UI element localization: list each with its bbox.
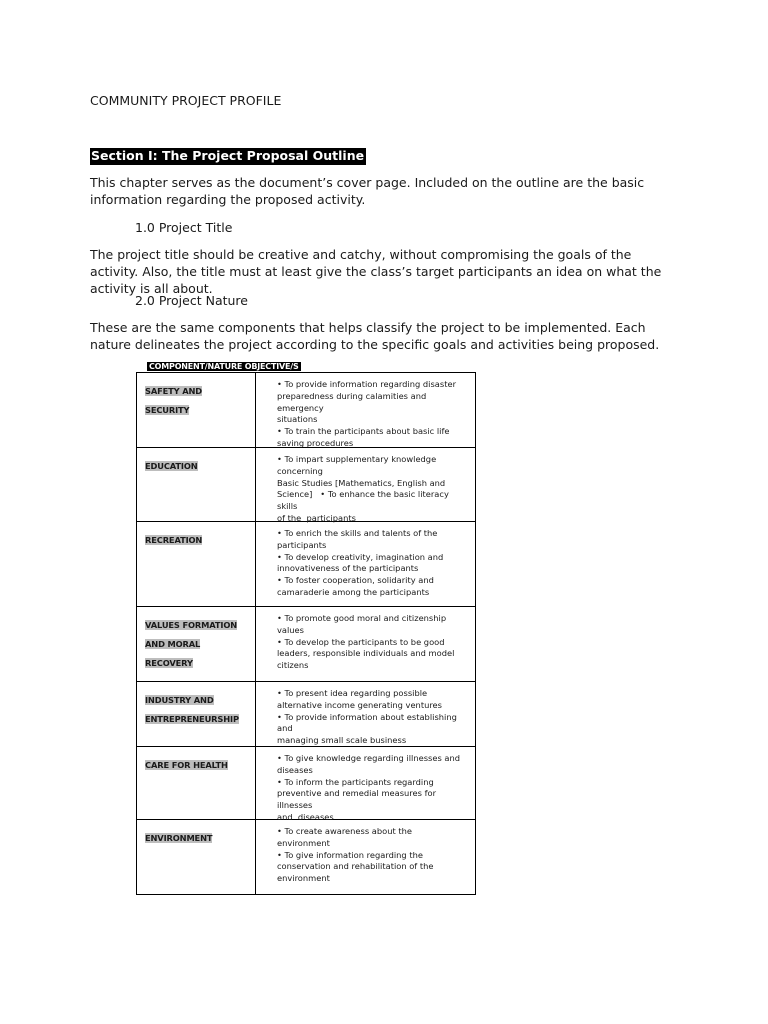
- objective-line: Science] • To enhance the basic literacy skills: [277, 489, 452, 512]
- objective-line: • To promote good moral and citizenship: [277, 613, 447, 623]
- table-row: [137, 819, 475, 894]
- objective-line: situations: [277, 414, 318, 425]
- subsection-heading-project-title: 1.0 Project Title: [135, 220, 233, 235]
- component-cell: [137, 373, 256, 447]
- objective-line: concerning: [277, 465, 323, 476]
- objective-line: • To create awareness about the: [277, 826, 413, 836]
- table-row: [137, 521, 475, 606]
- component-name: SAFETY AND SECURITY: [145, 386, 203, 415]
- objective-line: alternative income generating ventures: [277, 699, 442, 710]
- objectives-cell: [256, 448, 475, 521]
- table-row: [137, 681, 475, 746]
- objective-line: • To develop creativity, imagination and: [277, 551, 444, 562]
- objectives-cell: [256, 607, 475, 681]
- component-name: ENVIRONMENT: [145, 833, 213, 843]
- table-row: [137, 746, 475, 822]
- objective-line: • To provide information about establishing and: [277, 711, 463, 734]
- component-name: CARE FOR HEALTH: [145, 760, 228, 770]
- objective-line: environment: [277, 873, 330, 884]
- objective-line: citizens: [277, 660, 309, 671]
- project-nature-paragraph: These are the same components that helps classify the project to be implemented. Each nature delineates the project according to the specific goals and activities being proposed.: [90, 320, 660, 352]
- table-row: [137, 606, 475, 681]
- objective-line: conservation and rehabilitation of the: [277, 861, 434, 872]
- component-cell: [137, 448, 256, 521]
- component-name: INDUSTRY AND ENTREPRENEURSHIP: [145, 695, 239, 724]
- objective-line: diseases: [277, 764, 313, 775]
- subsection-heading-project-nature: 2.0 Project Nature: [135, 293, 248, 308]
- project-title-paragraph: The project title should be creative and catchy, without compromising the goals of the activity. Also, the title must at least give the class’s target participants an idea on what the activity is all about.: [90, 247, 662, 296]
- table-row: [137, 447, 475, 521]
- objectives-cell: [256, 747, 475, 822]
- objective-line: of the participants: [277, 512, 356, 523]
- objective-line: • To present idea regarding possible: [277, 688, 428, 698]
- component-name: EDUCATION: [145, 461, 198, 471]
- objective-line: participants: [277, 539, 327, 550]
- table-caption: COMPONENT/NATURE OBJECTIVE/S: [149, 362, 299, 371]
- objective-line: preparedness during calamities and emergency: [277, 390, 429, 413]
- objective-line: and diseases: [277, 811, 334, 822]
- objective-line: • To enrich the skills and talents of the: [277, 528, 438, 538]
- objective-line: • To train the participants about basic life: [277, 426, 450, 437]
- section-heading: Section I: The Project Proposal Outline: [91, 148, 365, 163]
- objective-line: preventive and remedial measures for illnesses: [277, 788, 439, 811]
- objective-line: • To provide information regarding disaster: [277, 379, 456, 389]
- objectives-cell: [256, 522, 475, 606]
- objective-line: • To foster cooperation, solidarity and: [277, 575, 434, 586]
- objective-line: innovativeness of the participants: [277, 563, 419, 574]
- objective-line: environment: [277, 837, 330, 848]
- objective-line: values: [277, 624, 304, 635]
- objectives-cell: [256, 820, 475, 894]
- component-cell: [137, 820, 256, 894]
- objective-line: • To develop the participants to be good: [277, 636, 445, 647]
- intro-paragraph: This chapter serves as the document’s cover page. Included on the outline are the basic information regarding the proposed activity.: [90, 175, 645, 207]
- objective-line: managing small scale business: [277, 735, 407, 746]
- component-cell: [137, 682, 256, 746]
- table-row: [137, 373, 475, 447]
- document-title: COMMUNITY PROJECT PROFILE: [90, 93, 282, 108]
- objectives-cell: [256, 373, 475, 447]
- project-nature-table: [136, 372, 476, 895]
- objective-line: • To impart supplementary knowledge: [277, 454, 437, 464]
- component-name: RECREATION: [145, 535, 203, 545]
- objective-line: • To give information regarding the: [277, 849, 423, 860]
- objective-line: • To give knowledge regarding illnesses and: [277, 753, 461, 763]
- objective-line: • To inform the participants regarding: [277, 776, 434, 787]
- objective-line: saving procedures: [277, 437, 354, 448]
- objective-line: Basic Studies [Mathematics, English and: [277, 477, 446, 488]
- objective-line: leaders, responsible individuals and model: [277, 648, 455, 659]
- component-cell: [137, 607, 256, 681]
- objective-line: camaraderie among the participants: [277, 586, 430, 597]
- component-name: VALUES FORMATION AND MORAL RECOVERY: [145, 620, 238, 668]
- component-cell: [137, 747, 256, 819]
- objectives-cell: [256, 682, 475, 746]
- component-cell: [137, 522, 256, 606]
